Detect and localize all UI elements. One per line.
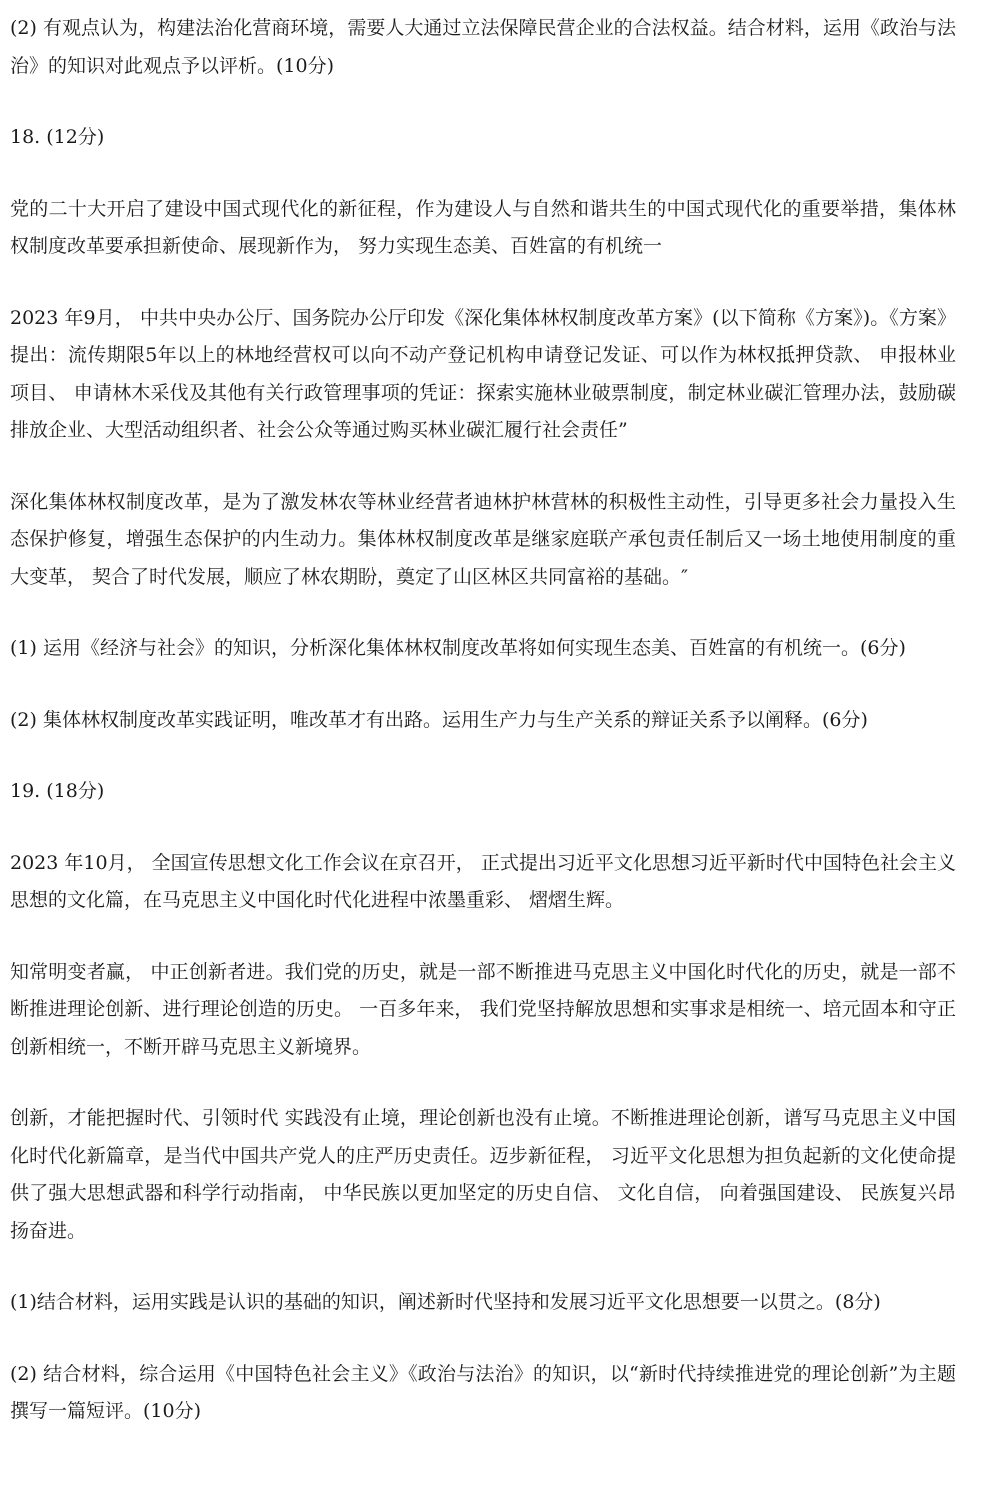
q17-part2: (2) 有观点认为，构建法治化营商环境，需要人大通过立法保障民营企业的合法权益。结合材料，运用《政治与法治》的知识对此观点予以评析。(10分) bbox=[10, 17, 956, 77]
q19-header: 19. (18分) bbox=[10, 780, 105, 802]
q18-material-3: 深化集体林权制度改革，是为了激发林农等林业经营者迪林护林营林的积极性主动性，引导更多社会力量投入生态保护修复，增强生态保护的内生动力。集体林权制度改革是继家庭联产承包责任制后又一场土地使用制度的重大变革， 契合了时代发展，顺应了林农期盼，奠定了山区林区共同富裕的基础。″ bbox=[10, 490, 956, 588]
q18-part1: (1) 运用《经济与社会》的知识，分析深化集体林权制度改革将如何实现生态美、百姓富的有机统一。(6分) bbox=[10, 637, 906, 659]
q19-material-3: 创新，才能把握时代、引领时代 实践没有止境，理论创新也没有止境。不断推进理论创新，谱写马克思主义中国化时代化新篇章，是当代中国共产党人的庄严历史责任。迈步新征程， 习近平文化思想为担负起新的文化使命提供了强大思想武器和科学行动指南， 中华民族以更加坚定的历史自信、 文化自信， 向着强国建设、 民族复兴昂扬奋进。 bbox=[10, 1107, 956, 1242]
q18-material-1: 党的二十大开启了建设中国式现代化的新征程，作为建设人与自然和谐共生的中国式现代化的重要举措，集体林权制度改革要承担新使命、展现新作为， 努力实现生态美、百姓富的有机统一 bbox=[10, 197, 956, 257]
q19-material-1: 2023 年10月， 全国宣传思想文化工作会议在京召开， 正式提出习近平文化思想习近平新时代中国特色社会主义思想的文化篇，在马克思主义中国化时代化进程中浓墨重彩、 熠熠生辉。 bbox=[10, 851, 956, 911]
q18-header: 18. (12分) bbox=[10, 126, 105, 148]
q18-material-2: 2023 年9月， 中共中央办公厅、国务院办公厅印发《深化集体林权制度改革方案》(以下简称《方案》)。《方案》提出：流传期限5年以上的林地经营权可以向不动产登记机构申请登记发证、可以作为林权抵押贷款、 申报林业项目、 申请林木采伐及其他有关行政管理事项的凭证：探索实施林业破票制度，制定林业碳汇管理办法，鼓励碳排放企业、大型活动组织者、社会公众等通过购买林业碳汇履行社会责任” bbox=[10, 306, 956, 441]
q19-material-2: 知常明变者赢， 中正创新者进。我们党的历史，就是一部不断推进马克思主义中国化时代化的历史，就是一部不断推进理论创新、进行理论创造的历史。 一百多年来， 我们党坚持解放思想和实事求是相统一、培元固本和守正创新相统一，不断开辟马克思主义新境界。 bbox=[10, 960, 956, 1058]
q18-part2: (2) 集体林权制度改革实践证明，唯改革才有出路。运用生产力与生产关系的辩证关系予以阐释。(6分) bbox=[10, 708, 868, 731]
q19-part1: (1)结合材料，运用实践是认识的基础的知识，阐述新时代坚持和发展习近平文化思想要一以贯之。(8分) bbox=[10, 1291, 881, 1313]
exam-page bbox=[10, 10, 956, 1431]
q19-part2: (2) 结合材料，综合运用《中国特色社会主义》《政治与法治》的知识，以“新时代持续推进党的理论创新”为主题撰写一篇短评。(10分) bbox=[10, 1362, 956, 1422]
